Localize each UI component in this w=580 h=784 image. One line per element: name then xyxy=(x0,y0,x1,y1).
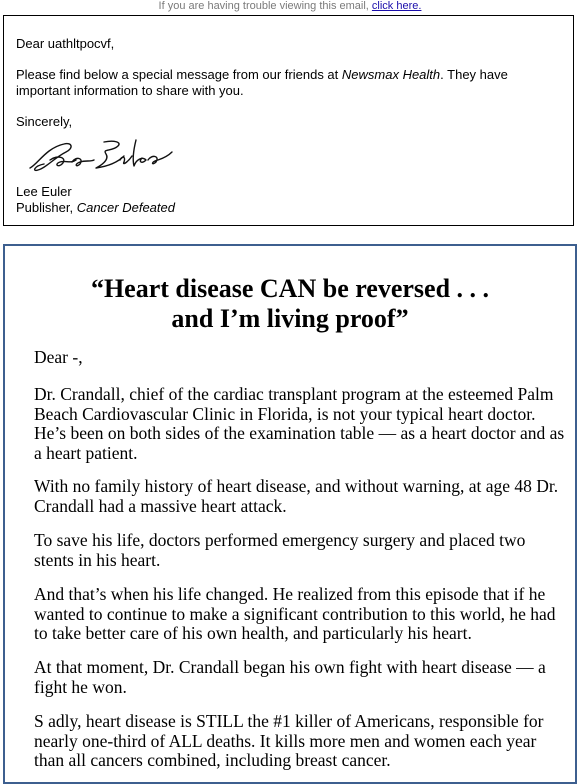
article-salutation: Dear -, xyxy=(34,347,83,367)
click-here-link[interactable]: click here. xyxy=(371,0,422,12)
publisher-name: Lee Euler xyxy=(16,184,72,199)
headline-line-1: “Heart disease CAN be reversed . . . xyxy=(90,274,490,303)
intro-text-before: Please find below a special message from our friends at xyxy=(16,67,342,82)
view-online-text: If you are having trouble viewing this email, xyxy=(158,0,372,12)
article-paragraph: S adly, heart disease is STILL the #1 killer of Americans, responsible for nearly one-third of ALL deaths. It kills more men and women each year than all cancers combined, including breast cancer. xyxy=(34,711,544,770)
article-paragraph: With no family history of heart disease, and without warning, at age 48 Dr. Crandall had a massive heart attack. xyxy=(34,476,559,516)
intro-text-after: . They have important information to share with you. xyxy=(16,67,508,98)
view-online-notice xyxy=(0,0,580,14)
article-headline xyxy=(5,274,575,334)
letter-intro xyxy=(16,67,563,99)
article-paragraph: Dr. Crandall, chief of the cardiac transplant program at the esteemed Palm Beach Cardiovascular Clinic in Florida, is not your typical heart doctor. He’s been on both sides of the examination table — as a heart doctor and as a heart patient. xyxy=(34,384,565,463)
publication-name: Cancer Defeated xyxy=(76,200,175,215)
article-paragraph: And that’s when his life changed. He realized from this episode that if he wanted to continue to make a significant contribution to this world, he had to take better care of his own health, and particularly his heart. xyxy=(34,584,556,643)
letter-greeting: Dear uathltpocvf, xyxy=(16,36,115,51)
publisher-letter xyxy=(3,15,574,226)
article-paragraph: To save his life, doctors performed emergency surgery and placed two stents in his heart. xyxy=(34,530,526,570)
signature-icon xyxy=(24,134,174,178)
intro-source: Newsmax Health xyxy=(341,67,441,82)
headline-line-2: and I’m living proof” xyxy=(171,304,409,333)
article-paragraph: At that moment, Dr. Crandall began his own fight with heart disease — a fight he won. xyxy=(34,657,546,697)
article-box xyxy=(3,244,577,784)
publisher-title-prefix: Publisher, xyxy=(16,200,77,215)
letter-closing: Sincerely, xyxy=(16,114,73,129)
publisher-title xyxy=(16,200,563,216)
